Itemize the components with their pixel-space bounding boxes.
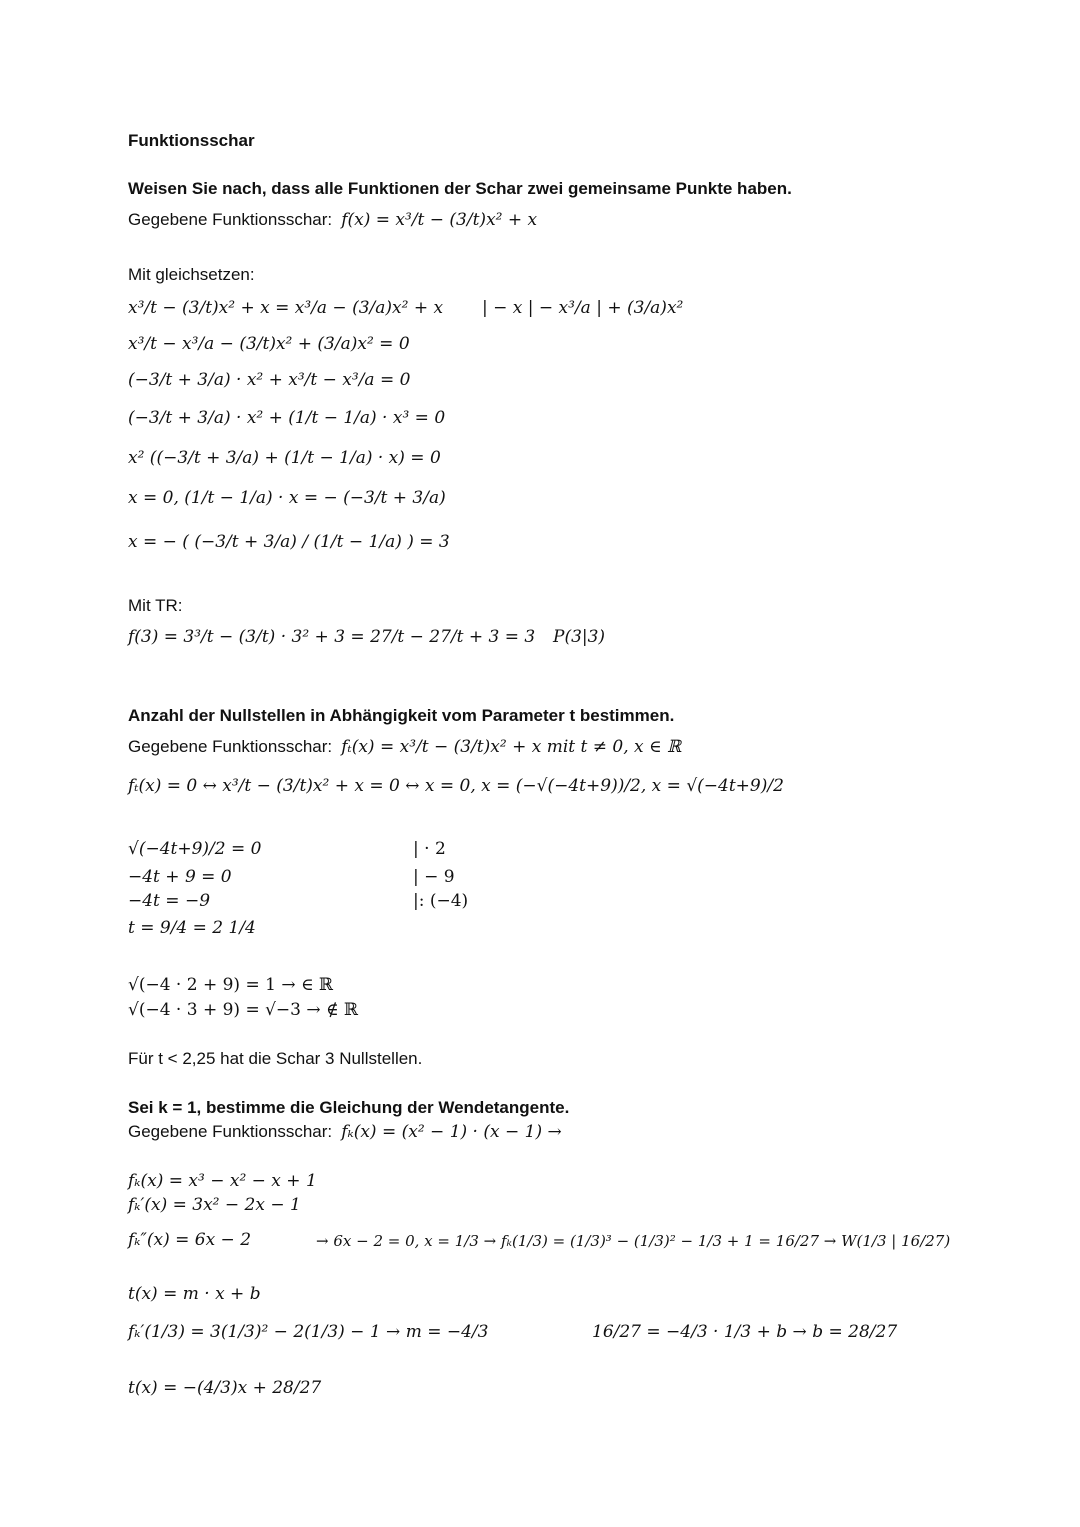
section1-common-point: P(3|3) — [553, 627, 606, 647]
section1-eq1: x³/t − (3/t)x² + x = x³/a − (3/a)x² + x — [128, 298, 444, 318]
section2-conclusion: Für t < 2,25 hat die Schar 3 Nullstellen. — [128, 1049, 423, 1068]
section1-eq3: (−3/t + 3/a) · x² + x³/t − x³/a = 0 — [128, 370, 411, 390]
section1-heading: Weisen Sie nach, dass alle Funktionen der Schar zwei gemeinsame Punkte haben. — [128, 179, 792, 198]
section2-heading: Anzahl der Nullstellen in Abhängigkeit vom Parameter t bestimmen. — [128, 706, 675, 725]
section3-second-derivative: fₖ″(x) = 6x − 2 — [128, 1230, 252, 1250]
section3-function: fₖ(x) = x³ − x² − x + 1 — [128, 1171, 317, 1191]
section1-eq7: x = − ( (−3/t + 3/a) / (1/t − 1/a) ) = 3 — [128, 532, 450, 552]
section3-slope: fₖ′(1/3) = 3(1/3)² − 2(1/3) − 1 → m = −4/3 — [128, 1322, 489, 1342]
section1-given-label: Gegebene Funktionsschar: — [128, 210, 333, 229]
section1-eq1-note: | − x | − x³/a | + (3/a)x² — [482, 298, 684, 318]
section2-given — [128, 737, 681, 757]
section2-step1: √(−4t+9)/2 = 0 — [128, 839, 262, 859]
section3-tangent-form: t(x) = m · x + b — [128, 1284, 261, 1304]
section2-step1-note: | · 2 — [413, 839, 446, 859]
section1-eq4: (−3/t + 3/a) · x² + (1/t − 1/a) · x³ = 0 — [128, 408, 446, 428]
section2-step2-note: | − 9 — [413, 867, 455, 887]
section1-method-calculator: Mit TR: — [128, 596, 183, 615]
section3-given-label: Gegebene Funktionsschar: — [128, 1122, 333, 1141]
section1-given-formula: f(x) = x³/t − (3/t)x² + x — [341, 210, 538, 230]
section1-given — [128, 210, 537, 230]
section3-first-derivative: fₖ′(x) = 3x² − 2x − 1 — [128, 1195, 301, 1215]
section3-given — [128, 1122, 562, 1142]
section3-given-formula: fₖ(x) = (x² − 1) · (x − 1) → — [341, 1122, 562, 1142]
section3-intercept: 16/27 = −4/3 · 1/3 + b → b = 28/27 — [592, 1322, 898, 1342]
section2-given-formula: fₜ(x) = x³/t − (3/t)x² + x mit t ≠ 0, x ∈ ℝ — [341, 737, 682, 757]
section1-method-equate: Mit gleichsetzen: — [128, 265, 255, 284]
section2-step3: −4t = −9 — [128, 891, 211, 911]
page-title: Funktionsschar — [128, 131, 255, 150]
section2-step2: −4t + 9 = 0 — [128, 867, 232, 887]
section2-check1: √(−4 · 2 + 9) = 1 → ∈ ℝ — [128, 975, 334, 995]
section2-check2: √(−4 · 3 + 9) = √−3 → ∉ ℝ — [128, 1000, 359, 1020]
section1-eq2: x³/t − x³/a − (3/t)x² + (3/a)x² = 0 — [128, 334, 410, 354]
section3-heading: Sei k = 1, bestimme die Gleichung der Wendetangente. — [128, 1098, 570, 1117]
section2-step4: t = 9/4 = 2 1/4 — [128, 918, 256, 938]
section1-eq5: x² ((−3/t + 3/a) + (1/t − 1/a) · x) = 0 — [128, 448, 441, 468]
section2-step3-note: |: (−4) — [413, 891, 469, 911]
section1-eq8: f(3) = 3³/t − (3/t) · 3² + 3 = 27/t − 27/t + 3 = 3 — [128, 627, 536, 647]
section2-eq1: fₜ(x) = 0 ↔ x³/t − (3/t)x² + x = 0 ↔ x = 0, x = (−√(−4t+9))/2, x = √(−4t+9)/2 — [128, 776, 784, 796]
section1-eq6: x = 0, (1/t − 1/a) · x = − (−3/t + 3/a) — [128, 488, 446, 508]
section3-tangent-result: t(x) = −(4/3)x + 28/27 — [128, 1378, 322, 1398]
section2-given-label: Gegebene Funktionsschar: — [128, 737, 333, 756]
section3-inflection-solution: → 6x − 2 = 0, x = 1/3 → fₖ(1/3) = (1/3)³ − (1/3)² − 1/3 + 1 = 16/27 → W(1/3 | 16/27) — [316, 1232, 951, 1250]
